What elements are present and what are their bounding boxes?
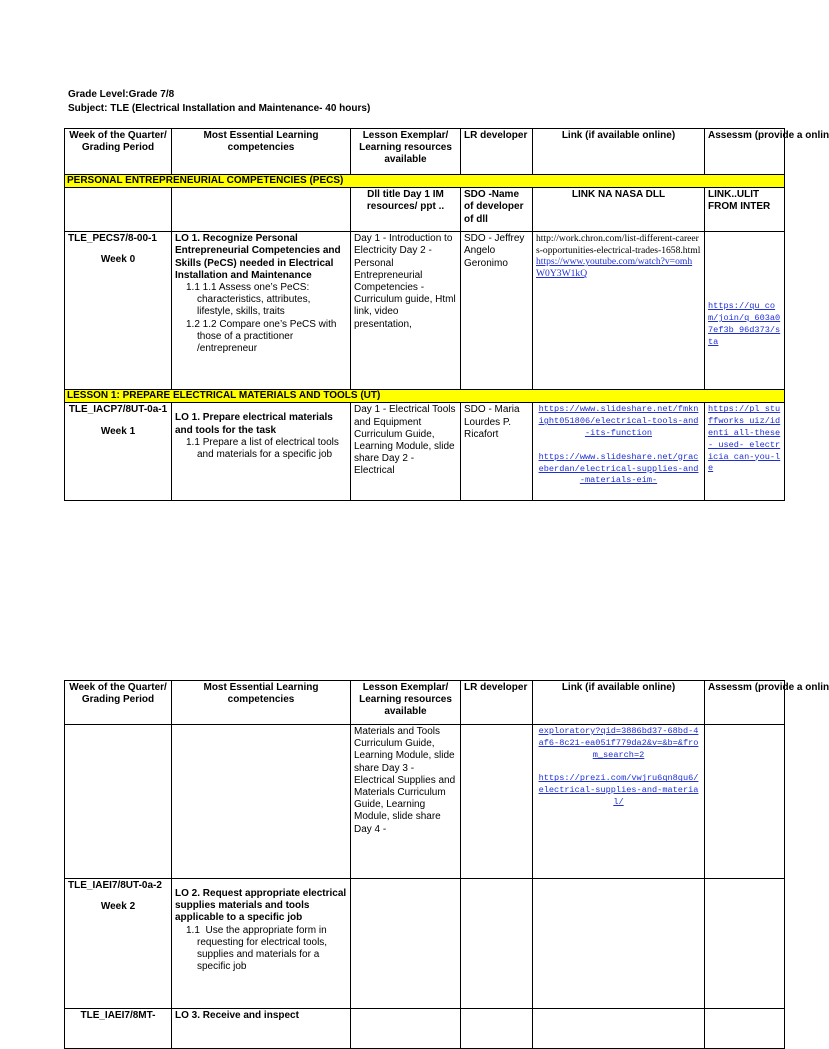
col-header-lesson: Lesson Exemplar/ Learning resources available bbox=[351, 681, 461, 725]
empty-cell bbox=[65, 725, 172, 879]
section-banner-pecs bbox=[65, 175, 785, 188]
empty-cell bbox=[705, 1009, 785, 1049]
dll-lesson-cell: Dll title Day 1 IM resources/ ppt .. bbox=[351, 188, 461, 232]
table-row bbox=[65, 725, 785, 879]
table-row bbox=[65, 879, 785, 1009]
slideshare-link-2[interactable]: https://www.slideshare.net/graceberdan/electrical-supplies-and-materials-eim- bbox=[538, 451, 699, 486]
empty-cell bbox=[705, 725, 785, 879]
week-cell bbox=[65, 403, 172, 501]
banner-text: LESSON 1: PREPARE ELECTRICAL MATERIALS AND TOOLS (UT) bbox=[65, 390, 785, 403]
dll-link-cell: LINK NA NASA DLL bbox=[533, 188, 705, 232]
empty-cell bbox=[533, 879, 705, 1009]
col-header-week: Week of the Quarter/ Grading Period bbox=[65, 129, 172, 175]
lesson-cell: Day 1 - Electrical Tools and Equipment Curriculum Guide, Learning Module, slide share Day 2 - Electrical bbox=[351, 403, 461, 501]
week-cell bbox=[65, 232, 172, 390]
week-label: Week 1 bbox=[100, 425, 136, 437]
competency-code: TLE_IAEI7/8UT-0a-2 bbox=[68, 880, 162, 891]
week-label: Week 2 bbox=[100, 901, 136, 913]
col-header-assessment: Assessm (provide a onlin bbox=[705, 681, 785, 725]
sub-competency: 1.1 Prepare a list of electrical tools and materials for a specific job bbox=[186, 436, 339, 461]
youtube-link[interactable]: https://www.youtube.com/watch?v=omhW0Y3W1kQ bbox=[536, 256, 693, 279]
link-cell bbox=[533, 725, 705, 879]
sub-competency: 1.2 1.2 Compare one’s PeCS with those of a practitioner /entrepreneur bbox=[186, 318, 337, 355]
link-cell bbox=[533, 232, 705, 390]
dll-lr-cell: SDO -Name of developer of dll bbox=[461, 188, 533, 232]
col-header-link: Link (if available online) bbox=[533, 129, 705, 175]
empty-cell bbox=[461, 725, 533, 879]
assessment-link[interactable]: https://qu com/join/q 603a07ef3b 96d373/sta bbox=[708, 301, 781, 347]
empty-cell bbox=[461, 1009, 533, 1049]
slideshare-link-continued[interactable]: exploratory?qid=3886bd37-68bd-4af6-8c21-ea051f779da2&v=&b=&from_search=2 bbox=[538, 726, 699, 760]
dll-assess-cell: LINK..ULIT FROM INTER bbox=[705, 188, 785, 232]
assessment-link[interactable]: https://pl stuffworks uiz/identi all-these- used- electricia can-you-le bbox=[708, 404, 781, 474]
section-banner-lesson1 bbox=[65, 390, 785, 403]
sub-competency: 1.1 1.1 Assess one’s PeCS: characteristics, attributes, lifestyle, skills, traits bbox=[186, 282, 311, 318]
week-label: Week 0 bbox=[100, 254, 136, 266]
empty-cell bbox=[351, 879, 461, 1009]
empty-cell bbox=[172, 188, 351, 232]
learning-outcome: LO 1. Prepare electrical materials and tools for the task bbox=[175, 412, 333, 436]
link-cell bbox=[533, 403, 705, 501]
col-header-week: Week of the Quarter/ Grading Period bbox=[65, 681, 172, 725]
table-header-row bbox=[65, 129, 785, 175]
learning-outcome: LO 3. Receive and inspect bbox=[172, 1009, 351, 1049]
empty-cell bbox=[461, 879, 533, 1009]
melc-cell bbox=[172, 879, 351, 1009]
table-row bbox=[65, 232, 785, 390]
lr-developer-cell: SDO - Jeffrey Angelo Geronimo bbox=[461, 232, 533, 390]
empty-cell bbox=[351, 1009, 461, 1049]
assessment-cell bbox=[705, 403, 785, 501]
lesson-cell: Day 1 - Introduction to Electricity Day 2 - Personal Entrepreneurial Competencies - Curriculum guide, Html link, video presentation, bbox=[351, 232, 461, 390]
competency-code: TLE_IACP7/8UT-0a-1 bbox=[68, 404, 168, 416]
competency-table-1 bbox=[64, 128, 829, 501]
lesson-cell: Materials and Tools Curriculum Guide, Learning Module, slide share Day 3 - Electrical Supplies and Materials Curriculum Guide, Learning Module, slide share Day 4 - bbox=[351, 725, 461, 879]
empty-cell bbox=[65, 188, 172, 232]
lr-developer-cell: SDO - Maria Lourdes P. Ricafort bbox=[461, 403, 533, 501]
week-cell: TLE_IAEI7/8MT- bbox=[65, 1009, 172, 1049]
col-header-assessment: Assessm (provide a onlin bbox=[705, 129, 785, 175]
competency-table-2 bbox=[64, 680, 829, 1049]
prezi-link[interactable]: https://prezi.com/vwjru6qn8qu6/electrical-supplies-and-material/ bbox=[538, 773, 699, 807]
learning-outcome: LO 2. Request appropriate electrical supplies materials and tools applicable to a specific job bbox=[175, 888, 347, 924]
week-cell bbox=[65, 879, 172, 1009]
slideshare-link-1[interactable]: https://www.slideshare.net/fmknight051806/electrical-tools-and-its-function bbox=[538, 404, 699, 438]
assessment-cell bbox=[705, 232, 785, 390]
col-header-link: Link (if available online) bbox=[533, 681, 705, 725]
col-header-lr-developer: LR developer bbox=[461, 129, 533, 175]
link-text: http://work.chron.com/list-different-careers-opportunities-electrical-trades-1658.html bbox=[536, 233, 701, 256]
col-header-lesson: Lesson Exemplar/ Learning resources available bbox=[351, 129, 461, 175]
subject-line: Subject: TLE (Electrical Installation and Maintenance- 40 hours) bbox=[68, 103, 371, 114]
empty-cell bbox=[533, 1009, 705, 1049]
col-header-melc: Most Essential Learning competencies bbox=[172, 681, 351, 725]
sub-competency: 1.1 Use the appropriate form in requesting for electrical tools, supplies and materials for a specific job bbox=[186, 924, 328, 973]
table-row bbox=[65, 1009, 785, 1049]
empty-cell bbox=[172, 725, 351, 879]
banner-text: PERSONAL ENTREPRENEURIAL COMPETENCIES (PECS) bbox=[65, 175, 785, 188]
empty-cell bbox=[705, 879, 785, 1009]
grade-level: Grade Level:Grade 7/8 bbox=[68, 89, 175, 100]
col-header-lr-developer: LR developer bbox=[461, 681, 533, 725]
table-row bbox=[65, 403, 785, 501]
table-row bbox=[65, 188, 785, 232]
competency-code: TLE_PECS7/8-00-1 bbox=[68, 233, 157, 245]
learning-outcome: LO 1. Recognize Personal Entrepreneurial Competencies and Skills (PeCS) needed in Electrical Installation and Maintenance bbox=[175, 233, 341, 281]
col-header-melc: Most Essential Learning competencies bbox=[172, 129, 351, 175]
melc-cell bbox=[172, 232, 351, 390]
melc-cell bbox=[172, 403, 351, 501]
table-header-row bbox=[65, 681, 785, 725]
